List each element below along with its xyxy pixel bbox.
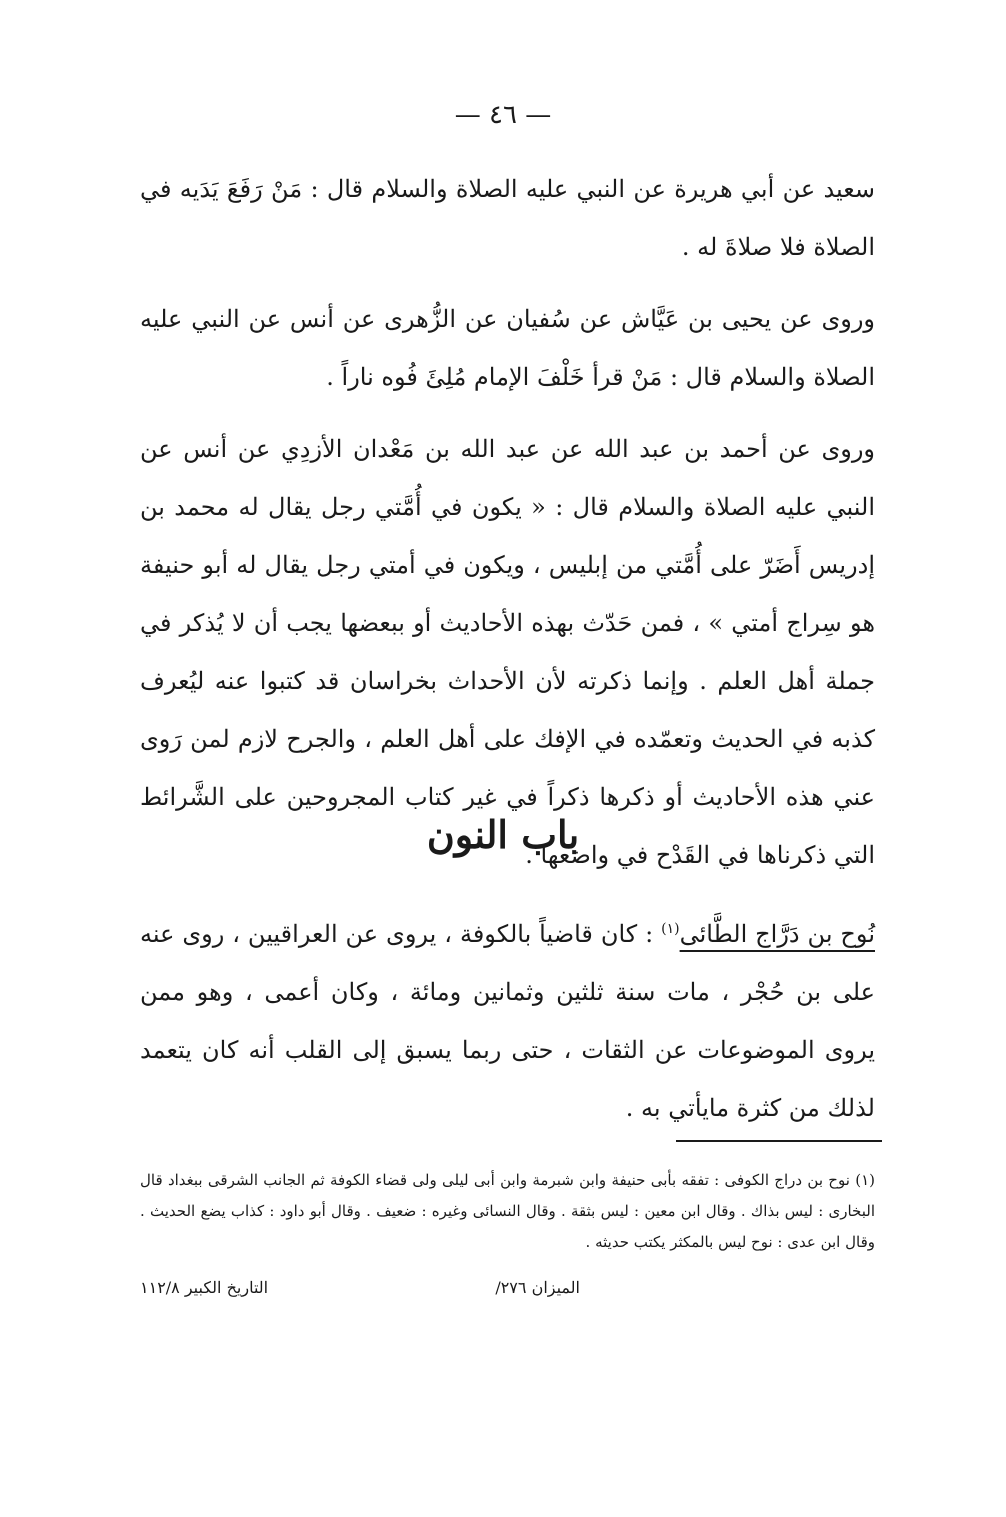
footnote-reference: (١) <box>661 921 680 937</box>
footnote-references <box>140 1278 580 1297</box>
paragraph-hadith-raising-hands <box>140 160 875 276</box>
paragraph-text: سعيد عن أبي هريرة عن النبي عليه الصلاة والسلام قال : مَنْ رَفَعَ يَدَيه في الصلاة فلا صلاةَ له . <box>140 175 875 261</box>
paragraph-hadith-behind-imam <box>140 290 875 406</box>
ref-tarikh-kabir: التاريخ الكبير ١١٢/٨ <box>140 1278 269 1297</box>
page-number: — ٤٦ — <box>454 100 552 130</box>
footnote-divider <box>676 1140 882 1142</box>
footnote-block <box>140 1165 875 1258</box>
footnote-text: (١) نوح بن دراج الكوفى : تفقه بأبى حنيفة وابن شبرمة وابن أبى ليلى ولى قضاء الكوفة ثم الجانب الشرقى ببغداد قال البخارى : ليس بذاك . وقال ابن معين : ليس بثقة . وقال النسائى وغيره : ضعيف . وقال أبو داود : كذاب يضع الحديث . وقال ابن عدى : نوح ليس بالمكثر يكتب حديثه . <box>140 1171 875 1251</box>
chapter-heading: باب النون <box>426 812 580 857</box>
entry-name: نُوح بن دَرَّاج الطَّائى <box>679 920 875 948</box>
entry-body: : كان قاضياً بالكوفة ، يروى عن العراقيين ، روى عنه على بن حُجْر ، مات سنة ثلثين وثمانين ومائة ، وكان أعمى ، وهو ممن يروى الموضوعات عن الثقات ، حتى ربما يسبق إلى القلب أنه كان يتعمد لذلك من كثرة مايأتي به . <box>140 920 875 1122</box>
ref-mizan: الميزان ٢٧٦/ <box>495 1278 580 1297</box>
entry-paragraph <box>140 900 875 1137</box>
paragraph-text: وروى عن يحيى بن عَيَّاش عن سُفيان عن الزُّهرى عن أنس عن النبي عليه الصلاة والسلام قال : مَنْ قرأ خَلْفَ الإمام مُلِئَ فُوه ناراً . <box>140 305 876 391</box>
entry-nuh-ibn-darraj <box>140 900 875 1137</box>
paragraph-text: وروى عن أحمد بن عبد الله عن عبد الله بن مَعْدان الأزدِي عن أنس عن النبي عليه الصلاة والسلام قال : « يكون في أُمَّتي رجل يقال له محمد بن إدريس أَضَرّ على أُمَّتي من إبليس ، ويكون في أمتي رجل يقال له أبو حنيفة هو سِراج أمتي » ، فمن حَدّث بهذه الأحاديث أو ببعضها يجب أن لا يُذكر في جملة أهل العلم . وإنما ذكرته لأن الأحداث بخراسان قد كتبوا عنه ليُعرف كذبه في الحديث وتعمّده في الإفك على أهل العلم ، والجرح لازم لمن رَوى عني هذه الأحاديث أو ذكرها ذكراً في غير كتاب المجروحين على الشَّرائط التي ذكرناها في القَدْح في واضعها . <box>140 435 876 869</box>
